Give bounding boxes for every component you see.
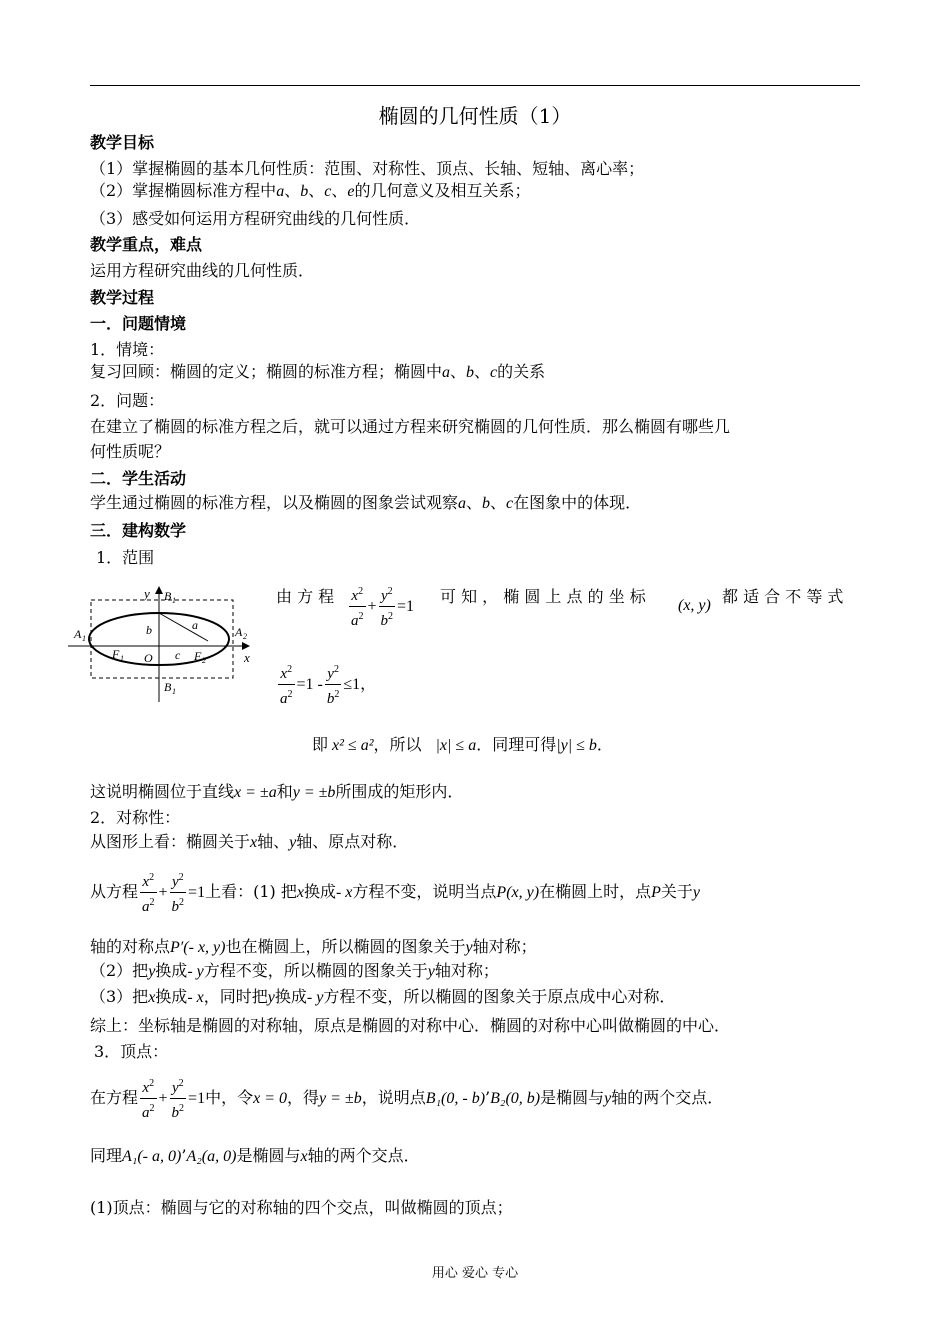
range-conclusion: 这说明椭圆位于直线x = ±a和y = ±b所围成的矩形内． xyxy=(90,782,464,801)
symmetry-summary: 综上：坐标轴是椭圆的对称轴，原点是椭圆的对称中心．椭圆的对称中心叫做椭圆的中心． xyxy=(90,1016,731,1035)
objective-3: （3）感受如何运用方程研究曲线的几何性质． xyxy=(90,209,421,228)
vertex-line2: 同理A₁(- a, 0)’A₂(a, 0)是椭圆与x轴的两个交点． xyxy=(90,1146,420,1165)
label-A1: A xyxy=(74,627,82,641)
section1-question-l2: 何性质呢？ xyxy=(90,442,171,461)
symmetry-case2: （2）把y换成- y方程不变，所以椭圆的图象关于y轴对称； xyxy=(90,961,499,980)
page-footer: 用心 爱心 专心 xyxy=(431,1266,519,1281)
objective-2: （2）掌握椭圆标准方程中a、b、c、e的几何意义及相互关系； xyxy=(90,181,531,200)
label-a: a xyxy=(192,618,198,632)
objective-1: （1）掌握椭圆的基本几何性质：范围、对称性、顶点、长轴、短轴、离心率； xyxy=(90,159,645,178)
label-B1-bottom-sub: 1 xyxy=(172,687,176,696)
label-A2-sub: 2 xyxy=(243,632,247,641)
range-inequality: $\frac{x^2}{a^2}$ =1 - $\frac{y^2}{b^2}$ ≤1， xyxy=(276,660,376,709)
section1-sub2: 2．问题： xyxy=(90,391,165,410)
key-points-text: 运用方程研究曲线的几何性质． xyxy=(90,261,315,280)
symmetry-case3: （3）把x换成- x，同时把y换成- y方程不变，所以椭圆的图象关于原点成中心对称． xyxy=(90,987,676,1006)
vertex-title: 3．顶点： xyxy=(94,1042,169,1061)
symmetry-title: 2．对称性： xyxy=(90,808,181,827)
range-title: 1．范围 xyxy=(96,548,155,567)
label-F2: F xyxy=(194,649,202,663)
symmetry-equation-line2: 轴的对称点P′(- x, y)也在椭圆上，所以椭圆的图象关于y轴对称； xyxy=(90,937,537,956)
page-title: 椭圆的几何性质（1） xyxy=(378,104,572,128)
label-x: x xyxy=(244,650,250,665)
label-F1: F xyxy=(112,647,120,661)
label-b: b xyxy=(146,623,152,637)
section1-question-l1: 在建立了椭圆的标准方程之后，就可以通过方程来研究椭圆的几何性质．那么椭圆有哪些几 xyxy=(90,417,731,436)
section1-review: 复习回顾：椭圆的定义；椭圆的标准方程；椭圆中a、b、c的关系 xyxy=(90,362,546,381)
label-A1-sub: 1 xyxy=(82,634,86,643)
ellipse-diagram xyxy=(68,582,260,706)
objectives-heading: 教学目标 xyxy=(90,133,155,152)
range-text-line1: 由 方 程 xyxy=(276,587,335,606)
label-B1-top-sub: 1 xyxy=(172,596,176,605)
range-ji-line: 即 x² ≤ a²，所以 |x| ≤ a．同理可得|y| ≤ b． xyxy=(312,735,613,754)
range-text-line1b: 可 知 ， 椭 圆 上 点 的 坐 标 xyxy=(440,587,646,606)
label-B1-bottom: B xyxy=(164,680,172,694)
bounding-rectangle xyxy=(91,600,233,678)
label-B1-top: B xyxy=(164,589,172,603)
vertex-definition: (1)顶点：椭圆与它的对称轴的四个交点，叫做椭圆的顶点； xyxy=(90,1198,513,1217)
label-c: c xyxy=(175,648,181,662)
label-O: O xyxy=(144,651,153,665)
section2-heading: 二．学生活动 xyxy=(90,469,187,488)
process-heading: 教学过程 xyxy=(90,288,155,307)
label-A2: A xyxy=(235,625,243,639)
range-fraction-eq: $\frac{x^2}{a^2}$ + $\frac{y^2}{b^2}$ =1 xyxy=(347,582,414,631)
symmetry-graph: 从图形上看：椭圆关于x轴、y轴、原点对称． xyxy=(90,832,409,851)
label-F2-sub: 2 xyxy=(202,656,206,665)
symmetry-equation-line1: 从方程 $\frac{x^2}{a^2}$ + $\frac{y^2}{b^2}$ =1上看：(1) 把x换成- x方程不变，说明当点P(x, y)在椭圆上时，点P关于y xyxy=(90,868,700,917)
vertex-line1: 在方程 $\frac{x^2}{a^2}$ + $\frac{y^2}{b^2}$ =1中，令x = 0，得y = ±b，说明点B₁(0, - b)’B₂(0, b)是椭圆与y轴的两个交点． xyxy=(90,1074,723,1123)
section2-text: 学生通过椭圆的标准方程，以及椭圆的图象尝试观察a、b、c在图象中的体现． xyxy=(90,493,642,512)
range-text-line1c: 都 适 合 不 等 式 xyxy=(722,587,844,606)
label-F1-sub: 1 xyxy=(120,654,124,663)
header-rule xyxy=(90,85,860,86)
section3-heading: 三．建构数学 xyxy=(90,521,187,540)
key-points-heading: 教学重点，难点 xyxy=(90,235,203,254)
point-xy: (x, y) xyxy=(678,597,711,614)
section1-heading: 一．问题情境 xyxy=(90,314,187,333)
label-y: y xyxy=(144,586,150,601)
section1-sub1: 1．情境： xyxy=(90,340,165,359)
